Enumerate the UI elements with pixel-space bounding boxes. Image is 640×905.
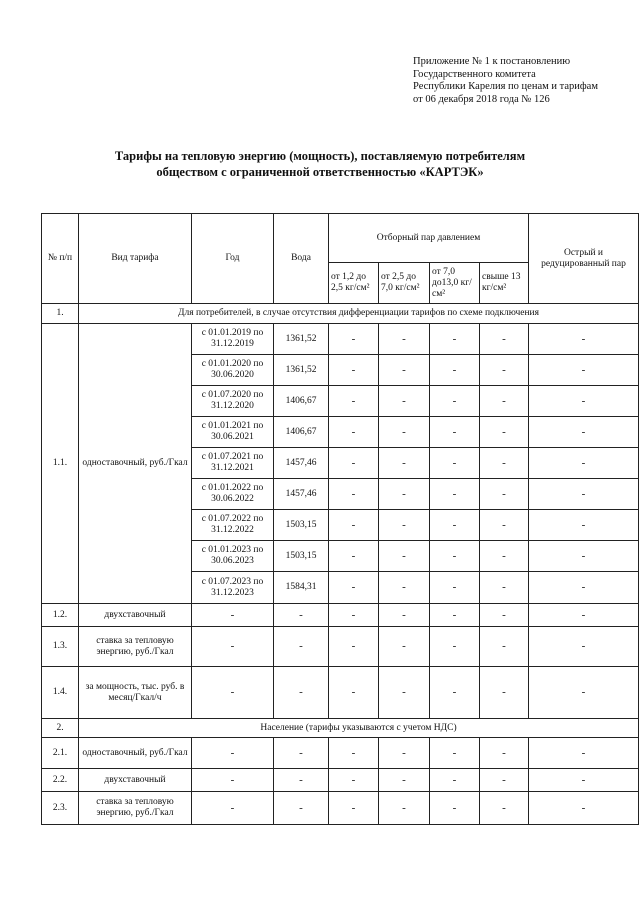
annex-line: Приложение № 1 к постановлению bbox=[413, 56, 571, 67]
dash-cell: - bbox=[379, 448, 430, 479]
period-cell: с 01.07.2023 по 31.12.2023 bbox=[192, 572, 274, 604]
header-sharp-steam: Острый и редуцированный пар bbox=[529, 214, 639, 304]
dash-cell: - bbox=[379, 541, 430, 572]
dash-cell: - bbox=[529, 769, 639, 792]
dash-cell: - bbox=[430, 324, 480, 355]
dash-cell: - bbox=[480, 510, 529, 541]
dash-cell: - bbox=[329, 667, 379, 719]
dash-cell: - bbox=[430, 386, 480, 417]
annex-line: от 06 декабря 2018 года № 126 bbox=[413, 93, 550, 105]
dash-cell: - bbox=[529, 386, 639, 417]
dash-cell: - bbox=[480, 627, 529, 667]
tariff-type: за мощность, тыс. руб. в месяц/Гкал/ч bbox=[79, 667, 192, 719]
dash-cell: - bbox=[480, 792, 529, 825]
row-num: 1.4. bbox=[42, 667, 79, 719]
dash-cell: - bbox=[329, 386, 379, 417]
dash-cell: - bbox=[430, 792, 480, 825]
row-num: 2.2. bbox=[42, 769, 79, 792]
dash-cell: - bbox=[430, 417, 480, 448]
header-row-1 bbox=[42, 214, 639, 263]
dash-cell: - bbox=[329, 572, 379, 604]
header-steam-col-3: от 7,0 до13,0 кг/см² bbox=[430, 263, 480, 304]
dash-cell: - bbox=[379, 510, 430, 541]
header-steam: Отборный пар давлением bbox=[329, 214, 529, 263]
dash-cell: - bbox=[529, 738, 639, 769]
table-row bbox=[42, 769, 639, 792]
dash-cell: - bbox=[274, 792, 329, 825]
table-row bbox=[42, 627, 639, 667]
dash-cell: - bbox=[379, 324, 430, 355]
period-cell: с 01.07.2020 по 31.12.2020 bbox=[192, 386, 274, 417]
dash-cell: - bbox=[529, 667, 639, 719]
dash-cell: - bbox=[329, 604, 379, 627]
dash-cell: - bbox=[529, 417, 639, 448]
dash-cell: - bbox=[329, 769, 379, 792]
dash-cell: - bbox=[329, 541, 379, 572]
tariff-type: одноставочный, руб./Гкал bbox=[79, 738, 192, 769]
title-line-2: обществом с ограниченной ответственностью «КАРТЭК» bbox=[156, 165, 484, 179]
period-cell: с 01.07.2021 по 31.12.2021 bbox=[192, 448, 274, 479]
tariff-type: ставка за тепловую энергию, руб./Гкал bbox=[79, 792, 192, 825]
dash-cell: - bbox=[430, 541, 480, 572]
dash-cell: - bbox=[329, 627, 379, 667]
water-value: 1503,15 bbox=[274, 510, 329, 541]
dash-cell: - bbox=[329, 510, 379, 541]
dash-cell: - bbox=[329, 479, 379, 510]
dash-cell: - bbox=[430, 355, 480, 386]
dash-cell: - bbox=[192, 604, 274, 627]
section-row bbox=[42, 304, 639, 324]
water-value: 1361,52 bbox=[274, 324, 329, 355]
section-row bbox=[42, 719, 639, 738]
tariff-type: двухставочный bbox=[79, 604, 192, 627]
water-value: 1457,46 bbox=[274, 448, 329, 479]
title-line-1: Тарифы на тепловую энергию (мощность), поставляемую потребителям bbox=[114, 149, 526, 163]
period-cell: с 01.01.2021 по 30.06.2021 bbox=[192, 417, 274, 448]
dash-cell: - bbox=[480, 572, 529, 604]
annex-note bbox=[413, 56, 633, 106]
header-year: Год bbox=[192, 214, 274, 304]
period-cell: с 01.01.2019 по 31.12.2019 bbox=[192, 324, 274, 355]
dash-cell: - bbox=[274, 604, 329, 627]
dash-cell: - bbox=[529, 448, 639, 479]
dash-cell: - bbox=[430, 738, 480, 769]
annex-line: Республики Карелия по ценам и тарифам bbox=[413, 81, 598, 92]
dash-cell: - bbox=[379, 572, 430, 604]
dash-cell: - bbox=[379, 738, 430, 769]
header-tariff-type: Вид тарифа bbox=[79, 214, 192, 304]
table-row bbox=[42, 738, 639, 769]
tariff-table bbox=[41, 213, 639, 825]
dash-cell: - bbox=[480, 604, 529, 627]
water-value: 1503,15 bbox=[274, 541, 329, 572]
dash-cell: - bbox=[379, 792, 430, 825]
section-label: Для потребителей, в случае отсутствия дифференциации тарифов по схеме подключения bbox=[79, 304, 639, 324]
tariff-type: двухставочный bbox=[79, 769, 192, 792]
dash-cell: - bbox=[529, 479, 639, 510]
dash-cell: - bbox=[192, 627, 274, 667]
dash-cell: - bbox=[430, 604, 480, 627]
dash-cell: - bbox=[192, 769, 274, 792]
dash-cell: - bbox=[329, 355, 379, 386]
dash-cell: - bbox=[329, 792, 379, 825]
table-row bbox=[42, 667, 639, 719]
dash-cell: - bbox=[430, 769, 480, 792]
section-label: Население (тарифы указываются с учетом НДС) bbox=[79, 719, 639, 738]
dash-cell: - bbox=[480, 541, 529, 572]
water-value: 1406,67 bbox=[274, 386, 329, 417]
row-num: 1.2. bbox=[42, 604, 79, 627]
dash-cell: - bbox=[379, 386, 430, 417]
dash-cell: - bbox=[529, 355, 639, 386]
dash-cell: - bbox=[430, 510, 480, 541]
dash-cell: - bbox=[192, 667, 274, 719]
header-water: Вода bbox=[274, 214, 329, 304]
dash-cell: - bbox=[480, 479, 529, 510]
header-steam-col-1: от 1,2 до 2,5 кг/см² bbox=[329, 263, 379, 304]
period-cell: с 01.01.2022 по 30.06.2022 bbox=[192, 479, 274, 510]
dash-cell: - bbox=[529, 510, 639, 541]
dash-cell: - bbox=[274, 769, 329, 792]
dash-cell: - bbox=[480, 769, 529, 792]
dash-cell: - bbox=[480, 324, 529, 355]
dash-cell: - bbox=[379, 479, 430, 510]
document-title bbox=[100, 148, 540, 180]
dash-cell: - bbox=[274, 667, 329, 719]
dash-cell: - bbox=[480, 355, 529, 386]
header-steam-col-2: от 2,5 до 7,0 кг/см² bbox=[379, 263, 430, 304]
dash-cell: - bbox=[430, 667, 480, 719]
dash-cell: - bbox=[529, 792, 639, 825]
tariff-type: одноставочный, руб./Гкал bbox=[79, 324, 192, 604]
dash-cell: - bbox=[529, 572, 639, 604]
dash-cell: - bbox=[529, 604, 639, 627]
dash-cell: - bbox=[192, 792, 274, 825]
period-cell: с 01.07.2022 по 31.12.2022 bbox=[192, 510, 274, 541]
header-steam-col-4: свыше 13 кг/см² bbox=[480, 263, 529, 304]
dash-cell: - bbox=[480, 386, 529, 417]
dash-cell: - bbox=[430, 572, 480, 604]
dash-cell: - bbox=[480, 738, 529, 769]
dash-cell: - bbox=[329, 448, 379, 479]
annex-line: Государственного комитета bbox=[413, 68, 536, 80]
dash-cell: - bbox=[379, 355, 430, 386]
dash-cell: - bbox=[379, 769, 430, 792]
dash-cell: - bbox=[430, 479, 480, 510]
dash-cell: - bbox=[480, 417, 529, 448]
dash-cell: - bbox=[379, 627, 430, 667]
row-num: 2.1. bbox=[42, 738, 79, 769]
water-value: 1584,31 bbox=[274, 572, 329, 604]
table-row bbox=[42, 792, 639, 825]
dash-cell: - bbox=[430, 627, 480, 667]
header-num: № п/п bbox=[42, 214, 79, 304]
water-value: 1406,67 bbox=[274, 417, 329, 448]
dash-cell: - bbox=[379, 417, 430, 448]
dash-cell: - bbox=[379, 604, 430, 627]
dash-cell: - bbox=[379, 667, 430, 719]
table-row bbox=[42, 324, 639, 355]
dash-cell: - bbox=[480, 448, 529, 479]
section-num: 2. bbox=[42, 719, 79, 738]
dash-cell: - bbox=[329, 738, 379, 769]
dash-cell: - bbox=[529, 627, 639, 667]
dash-cell: - bbox=[529, 324, 639, 355]
dash-cell: - bbox=[430, 448, 480, 479]
table-row bbox=[42, 604, 639, 627]
dash-cell: - bbox=[480, 667, 529, 719]
dash-cell: - bbox=[329, 417, 379, 448]
tariff-type: ставка за тепловую энергию, руб./Гкал bbox=[79, 627, 192, 667]
dash-cell: - bbox=[529, 541, 639, 572]
dash-cell: - bbox=[192, 738, 274, 769]
row-num: 2.3. bbox=[42, 792, 79, 825]
period-cell: с 01.01.2023 по 30.06.2023 bbox=[192, 541, 274, 572]
row-num: 1.1. bbox=[42, 324, 79, 604]
dash-cell: - bbox=[274, 738, 329, 769]
water-value: 1457,46 bbox=[274, 479, 329, 510]
section-num: 1. bbox=[42, 304, 79, 324]
water-value: 1361,52 bbox=[274, 355, 329, 386]
dash-cell: - bbox=[274, 627, 329, 667]
row-num: 1.3. bbox=[42, 627, 79, 667]
period-cell: с 01.01.2020 по 30.06.2020 bbox=[192, 355, 274, 386]
dash-cell: - bbox=[329, 324, 379, 355]
